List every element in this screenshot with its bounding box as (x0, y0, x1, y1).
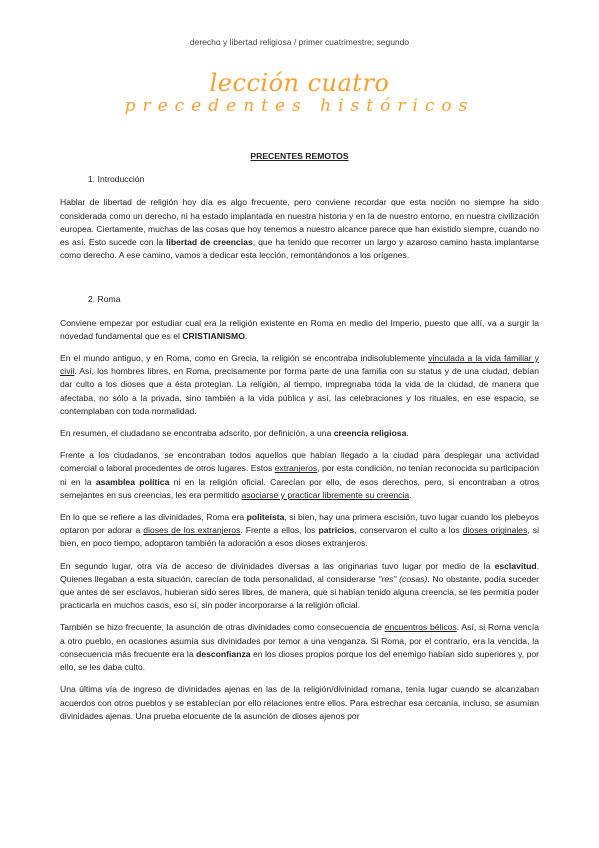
paragraph-8: También se hizo frecuente, la asunción de otras divinidades como consecuencia de encuentros bélicos. Así, si Roma vencía a otro pueblo, en ocasiones asumía sus divinidades por temor a una venganza. Si Roma, por el contrario, era la vencida, la consecuencia más frecuente era la desconfianza en los dioses propios porque los del enemigo habían sido superiores y, por ello, se les daba culto. (60, 622, 539, 673)
lesson-title-line2: precedentes históricos (124, 96, 475, 116)
paragraph-6: En lo que se refiere a las divinidades, Roma era politeísta, si bien, hay una primera escisión, tuvo lugar cuando los plebeyos optaron por adorar a dioses de los extranjeros. Frente a ellos, los patricios, conservaron el culto a los dioses originales, si bien, en poco tiempo, adoptaron también la adoración a esos dioses extranjeros. (60, 512, 540, 549)
heading-introduccion: 1. Introducción (88, 174, 145, 185)
paragraph-7: En segundo lugar, otra vía de acceso de divinidades diversas a las originarias tuvo lugar por medio de la esclavitud. Quienes llegaban a esta situación, carecían de toda personalidad, al considerarse "res" (cosas). No obstante, podía suceder que antes de ser esclavos, hubieran sido seres libres, de manera, que si habían tenido alguna creencia, se les permitía poder practicarla en muchos casos, eso sí, sin poder incorporarse a la religión oficial. (60, 560, 539, 611)
lesson-title (0, 70, 599, 116)
heading-roma: 2. Roma (88, 294, 121, 305)
paragraph-2: Conviene empezar por estudiar cual era la religión existente en Roma en medio del Imperio, puesto que allí, va a surgir la novedad fundamental que es el CRISTIANISMO. (60, 317, 539, 341)
paragraph-5: Frente a los ciudadanos, se encontraban todos aquellos que habían llegado a la ciudad para desplegar una actividad comercial o laboral procedentes de otros lugares. Estos extranjeros, por esta condición, no tenían reconocida su participación ni en la asamblea política ni en la religión oficial. Carecían por ello, de esos derechos, pero, si encontraban a otros semejantes en sus creencias, les era permitido asociarse y practicar libremente su creencia. (60, 450, 540, 500)
running-header: derecho y libertad religiosa / primer cuatrimestre; segundo (189, 37, 410, 47)
lesson-title-line1: lección cuatro (209, 69, 390, 97)
paragraph-9: Una última vía de ingreso de divinidades ajenas en las de la religión/divinidad romana, tenía lugar cuando se alcanzaban acuerdos con otros pueblos y se establecían por ello relaciones entre ellos. Para estrechar esa cercanía, incluso, se asumían divinidades ajenas. Una prueba elocuente de la asunción de dioses ajenos por (60, 684, 539, 721)
paragraph-1: Hablar de libertad de religión hoy día es algo frecuente, pero conviene recordar que esta noción no siempre ha sido considerada como un derecho, ni ha estado implantada en nuestra historia y en la de nuestro entorno, en nuestra civilización europea. Ciertamente, muchas de las cosas que hoy tenemos a nuestro alcance parece que han existido siempre, cuando no es así. Esto sucede con la libertad de creencias, que ha tenido que recorrer un largo y azaroso camino hasta implantarse como derecho. A ese camino, vamos a dedicar esta lección, remontándonos a los orígenes. (60, 197, 539, 261)
section-title: PRECENTES REMOTOS (250, 151, 349, 161)
paragraph-3: En el mundo antiguo, y en Roma, como en Grecia, la religión se encontraba indisolublemente vinculada a la vida familiar y civil. Así, los hombres libres, en Roma, precisamente por forma parte de una familia con su status y de una ciudad, debían dar culto a los dioses que a ésta protegían. La religión, al tiempo, impregnaba toda la vida de la ciudad, de manera que afectaba, no sólo a la privada, sino también a la vida pública y así, las celebraciones y los rituales, en ese espacio, se contemplaban con toda normalidad. (60, 353, 539, 416)
document-body (60, 150, 539, 732)
paragraph-4: En resumen, el ciudadano se encontraba adscrito, por definición, a una creencia religiosa. (60, 428, 409, 439)
